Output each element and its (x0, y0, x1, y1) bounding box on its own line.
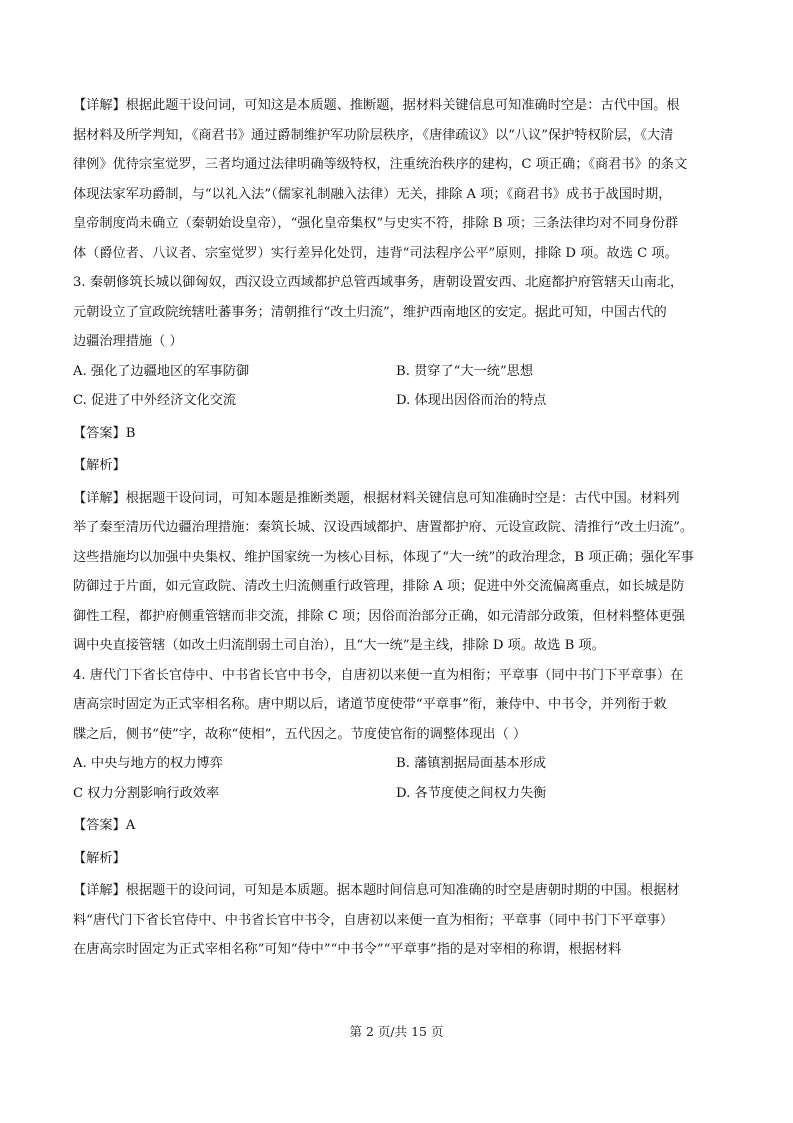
text-line: 皇帝制度尚未确立（秦朝始设皇帝），“强化皇帝集权”与史实不符，排除 B 项；三条法律均对不同身份群 (73, 216, 679, 231)
text-line: 边疆治理措施（ ） (73, 334, 183, 349)
text-line: 3. 秦朝修筑长城以御匈奴，西汉设立西域都护总管西域事务，唐朝设置安西、北庭都护府管辖天山南北， (73, 275, 684, 290)
q3-analysis-tag: 【解析】 (73, 458, 126, 473)
text-line: 料“唐代门下省长官侍中、中书省长官中书令，自唐初以来便一直为相衔；平章事（同中书门下平章事） (73, 912, 674, 928)
q2-analysis (73, 91, 723, 268)
text-line: 牒之后，侧书“使”字，故称“使相”，五代因之。节度使官衔的调整体现出（ ） (73, 726, 527, 742)
page-footer (0, 1022, 793, 1040)
q4-options-row-2 (73, 779, 723, 809)
text-line: 【详解】根据题干的设问词，可知是本质题。据本题时间信息可知准确的时空是唐朝时期的中国。根据材 (73, 883, 680, 898)
text-line: 4. 唐代门下省长官侍中、中书省长官中书令，自唐初以来便一直为相衔；平章事（同中书门下平章事）在 (73, 667, 684, 683)
q3-options-row-2 (73, 386, 723, 416)
text-line: 据材料及所学判知，《商君书》通过爵制维护军功阶层秩序，《唐律疏议》以“八议”保护特权阶层，《大清 (73, 127, 674, 143)
text-line: 体现法家军功爵制，与“以礼入法”（儒家礼制融入法律）无关，排除 A 项；《商君书》成书于战国时期， (73, 186, 672, 202)
text-line: 【详解】根据此题干设问词，可知这是本质题、推断题，据材料关键信息可知准确时空是：古代中国。根 (73, 98, 680, 113)
q4-answer: 【答案】A (73, 818, 136, 833)
q4-analysis (73, 876, 723, 965)
q3-analysis (73, 484, 723, 661)
text-line: 【详解】根据题干设问词，可知本题是推断类题，根据材料关键信息可知准确时空是：古代中国。材料列 (73, 490, 680, 506)
text-line: 唐高宗时固定为正式宰相名称。唐中期以后，诸道节度使带“平章事”衔，兼侍中、中书令，并列衔于敕 (73, 697, 667, 712)
text-line: 防御过于片面，如元宣政院、清改土归流侧重行政管理，排除 A 项；促进中外交流偏离重点，如长城是防 (73, 579, 685, 594)
q3-option-a: A. 强化了边疆地区的军事防御 (73, 363, 250, 379)
q4-option-a: A. 中央与地方的权力博弈 (73, 756, 223, 771)
q4-analysis-tag: 【解析】 (73, 850, 126, 866)
text-line: 御性工程，都护府侧重管辖而非交流，排除 C 项；因俗而治部分正确，如元清部分政策，但材料整体更强 (73, 608, 685, 624)
q4-option-b: B. 藩镇割据局面基本形成 (396, 756, 546, 771)
text-line: 举了秦至清历代边疆治理措施：秦筑长城、汉设西域都护、唐置都护府、元设宣政院、清推行“改土归流”。 (73, 520, 694, 535)
text-line: 这些措施均以加强中央集权、维护国家统一为核心目标，体现了“大一统”的政治理念，B 项正确；强化军事 (73, 549, 694, 565)
q4-option-d: D. 各节度使之间权力失衡 (396, 785, 547, 801)
q3-options-row-1 (73, 357, 723, 387)
q3-option-b: B. 贯穿了“大一统”思想 (396, 363, 534, 379)
q3-option-c: C. 促进了中外经济文化交流 (73, 393, 237, 408)
text-line: 调中央直接管辖（如改土归流削弱土司自治），且“大一统”是主线，排除 D 项。故选 B 项。 (73, 638, 605, 653)
page-content (73, 91, 723, 965)
q3-answer: 【答案】B (73, 425, 136, 441)
q4-stem (73, 661, 723, 750)
q3-stem (73, 268, 723, 357)
text-line: 体（爵位者、八议者、宗室觉罗）实行差异化处罚，违背“司法程序公平”原则，排除 D 项。故选 C 项。 (73, 245, 678, 261)
q4-options-row-1 (73, 749, 723, 779)
text-line: 在唐高宗时固定为正式宰相名称”可知“侍中”“中书令”“平章事”指的是对宰相的称谓，根据材料 (73, 942, 622, 957)
q3-option-d: D. 体现出因俗而治的特点 (396, 393, 547, 408)
text-line: 律例》优待宗室觉罗，三者均通过法律明确等级特权，注重统治秩序的建构，C 项正确；《商君书》的条文 (73, 157, 688, 172)
text-line: 元朝设立了宣政院统辖吐蕃事务；清朝推行“改土归流”，维护西南地区的安定。据此可知，中国古代的 (73, 304, 667, 320)
page-number: 第 2 页/共 15 页 (349, 1024, 444, 1039)
q4-option-c: C 权力分割影响行政效率 (73, 785, 220, 801)
